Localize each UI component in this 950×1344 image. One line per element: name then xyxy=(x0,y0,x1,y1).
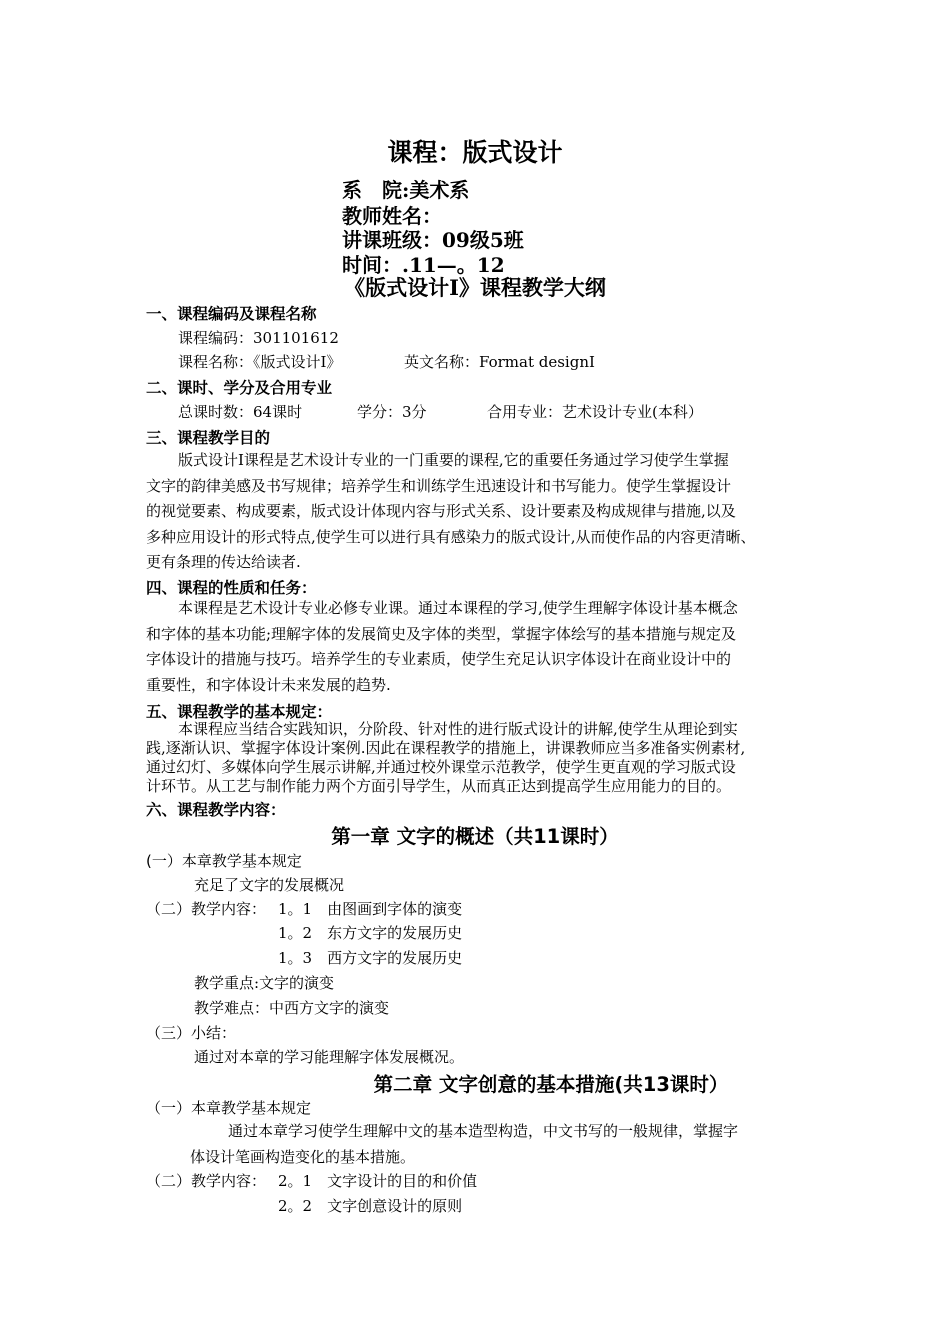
section-6-heading: 六、课程教学内容： xyxy=(146,801,286,819)
chapter-1-content-label: （二）教学内容： xyxy=(146,900,267,918)
paragraph-line: 版式设计Ⅰ课程是艺术设计专业的一门重要的课程,它的重要任务通过学习使学生掌握 xyxy=(178,451,729,469)
section-5-heading: 五、课程教学的基本规定： xyxy=(146,703,333,721)
paragraph-line: 文字的韵律美感及书写规律；培养学生和训练学生迅速设计和书写能力。使学生掌握设计 xyxy=(146,476,732,495)
section-2-heading: 二、课时、学分及合用专业 xyxy=(146,379,333,397)
chapter-2-title: 第二章 文字创意的基本措施(共13课时） xyxy=(373,1073,729,1096)
department-line: 系 院:美术系 xyxy=(342,178,470,202)
chapter-1-item: 1。1 由图画到字体的演变 xyxy=(278,900,463,918)
english-name: 英文名称：Format designⅠ xyxy=(404,353,595,371)
section-1-heading: 一、课程编码及课程名称 xyxy=(146,305,317,323)
paragraph-line: 本课程应当结合实践知识，分阶段、针对性的进行版式设计的讲解,使学生从理论到实 xyxy=(178,720,738,738)
paragraph-line: 的视觉要素、构成要素，版式设计体现内容与形式关系、设计要素及构成规律与措施,以及 xyxy=(146,502,736,520)
section-5-paragraph xyxy=(146,720,816,796)
course-name: 课程名称：《版式设计Ⅰ》 xyxy=(178,353,342,371)
paragraph-line: 更有条理的传达给读者. xyxy=(146,553,301,571)
class-line: 讲课班级：09级5班 xyxy=(342,228,524,252)
paragraph-line: 多种应用设计的形式特点,使学生可以进行具有感染力的版式设计,从而使作品的内容更清晰、 xyxy=(146,527,756,546)
section-4-heading: 四、课程的性质和任务： xyxy=(146,579,317,597)
chapter-1-summary-text: 通过对本章的学习能理解字体发展概况。 xyxy=(194,1048,465,1066)
time-line: 时间：.11—。12 xyxy=(342,253,505,277)
chapter-1-requirements-heading: (一）本章教学基本规定 xyxy=(146,852,302,870)
chapter-2-requirements-paragraph xyxy=(190,1119,810,1170)
total-hours: 总课时数：64课时 xyxy=(178,403,303,421)
credits: 学分：3分 xyxy=(357,403,427,421)
chapter-2-item: 2。2 文字创意设计的原则 xyxy=(278,1197,463,1215)
section-3-heading: 三、课程教学目的 xyxy=(146,429,271,447)
chapter-2-item: 2。1 文字设计的目的和价值 xyxy=(278,1172,478,1190)
chapter-1-summary-label: （三）小结： xyxy=(146,1024,237,1042)
paragraph-line: 体设计笔画构造变化的基本措施。 xyxy=(190,1147,416,1166)
paragraph-line: 本课程是艺术设计专业必修专业课。通过本课程的学习,使学生理解字体设计基本概念 xyxy=(178,599,738,617)
chapter-1-title: 第一章 文字的概述（共11课时） xyxy=(331,825,619,848)
chapter-2-content-label: （二）教学内容： xyxy=(146,1172,267,1190)
paragraph-line: 重要性，和字体设计未来发展的趋势. xyxy=(146,675,391,694)
chapter-1-focus: 教学重点:文字的演变 xyxy=(194,974,335,992)
outline-title: 《版式设计Ⅰ》课程教学大纲 xyxy=(344,275,606,300)
course-code: 课程编码：301101612 xyxy=(178,329,339,347)
paragraph-line: 通过幻灯、多媒体向学生展示讲解,并通过校外课堂示范教学，使学生更直观的学习版式设 xyxy=(146,758,736,776)
applicable-major: 合用专业：艺术设计专业(本科） xyxy=(487,403,703,421)
teacher-line: 教师姓名： xyxy=(342,204,442,228)
course-title: 课程：版式设计 xyxy=(387,138,563,167)
paragraph-line: 计环节。从工艺与制作能力两个方面引导学生，从而真正达到提高学生应用能力的目的。 xyxy=(146,777,732,795)
chapter-1-item: 1。3 西方文字的发展历史 xyxy=(278,949,463,967)
chapter-1-difficulty: 教学难点：中西方文字的演变 xyxy=(194,999,390,1017)
section-4-paragraph xyxy=(146,596,818,698)
paragraph-line: 践,逐渐认识、掌握字体设计案例.因此在课程教学的措施上，讲课教师应当多准备实例素材, xyxy=(146,739,746,757)
chapter-1-requirements-text: 充足了文字的发展概况 xyxy=(194,876,345,894)
paragraph-line: 通过本章学习使学生理解中文的基本造型构造，中文书写的一般规律，掌握字 xyxy=(228,1122,739,1140)
paragraph-line: 和字体的基本功能;理解字体的发展简史及字体的类型，掌握字体绘写的基本措施与规定及 xyxy=(146,624,737,643)
paragraph-line: 字体设计的措施与技巧。培养学生的专业素质，使学生充足认识字体设计在商业设计中的 xyxy=(146,650,732,668)
chapter-1-item: 1。2 东方文字的发展历史 xyxy=(278,924,463,942)
chapter-2-requirements-heading: （一）本章教学基本规定 xyxy=(146,1099,312,1117)
section-3-paragraph xyxy=(146,448,818,576)
